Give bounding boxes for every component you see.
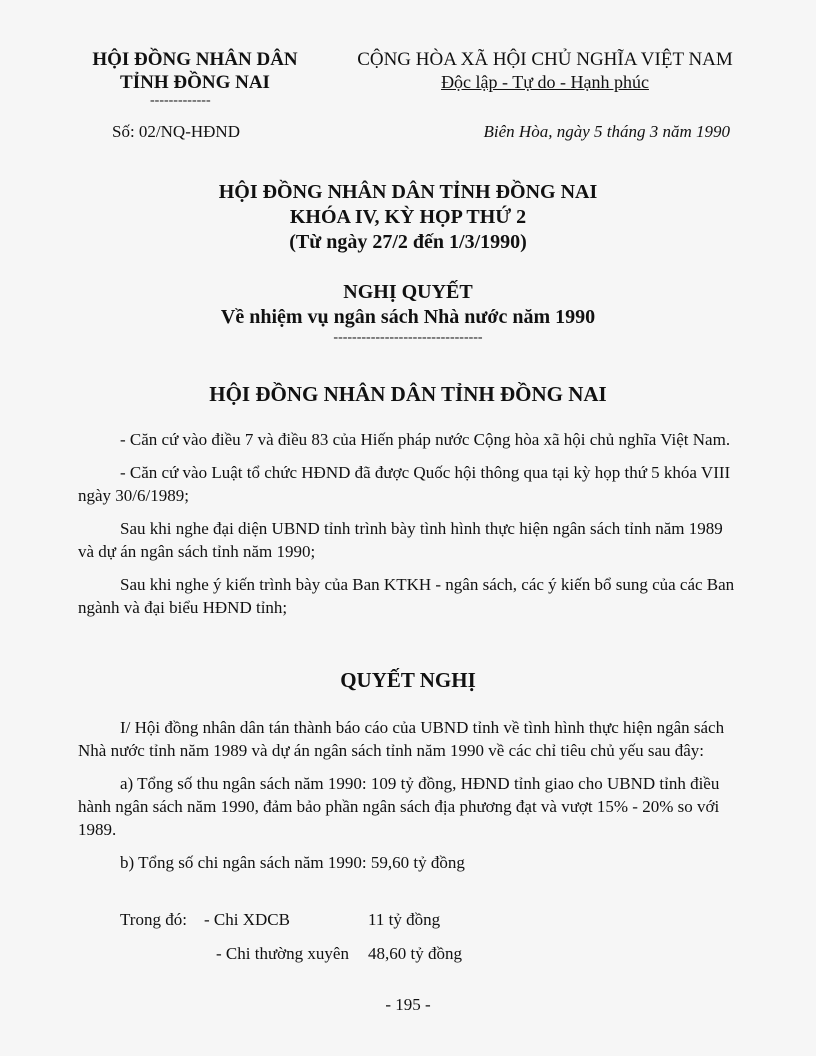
- issuing-body-line1: HỘI ĐỒNG NHÂN DÂN: [92, 49, 298, 70]
- breakdown-label: - Chi thường xuyên: [216, 944, 349, 963]
- breakdown-intro: Trong đó:: [120, 910, 187, 929]
- preamble-item: - Căn cứ vào điều 7 và điều 83 của Hiến pháp nước Cộng hòa xã hội chủ nghĩa Việt Nam.: [120, 430, 731, 449]
- council-session: [100, 180, 716, 255]
- decisions: [78, 716, 740, 874]
- breakdown-value: 11 tỷ đồng: [368, 910, 441, 929]
- issuing-body: [70, 48, 320, 94]
- country-name: CỘNG HÒA XÃ HỘI CHỦ NGHĨA VIỆT NAM: [357, 49, 733, 70]
- decision-item: a) Tổng số thu ngân sách năm 1990: 109 tỷ đồng, HĐND tỉnh giao cho UBND tỉnh điều hành ngân sách năm 1990, đảm bảo phần ngân sách địa phương đạt và vượt 15% - 20% so với 1989.: [78, 774, 720, 839]
- resolution-subtitle: Về nhiệm vụ ngân sách Nhà nước năm 1990: [220, 306, 596, 328]
- preamble-item: - Căn cứ vào Luật tổ chức HĐND đã được Quốc hội thông qua tại kỳ họp thứ 5 khóa VIII ngày 30/6/1989;: [78, 463, 731, 505]
- preamble-item: Sau khi nghe đại diện UBND tỉnh trình bày tình hình thực hiện ngân sách tỉnh năm 1989 và dự án ngân sách tỉnh năm 1990;: [78, 519, 723, 561]
- place-date: Biên Hòa, ngày 5 tháng 3 năm 1990: [483, 122, 730, 141]
- resolution-title: NGHỊ QUYẾT: [343, 281, 473, 303]
- document-number: Số: 02/NQ-HĐND: [112, 122, 240, 141]
- decision-item: b) Tổng số chi ngân sách năm 1990: 59,60 tỷ đồng: [120, 853, 465, 872]
- council-name: HỘI ĐỒNG NHÂN DÂN TỈNH ĐỒNG NAI: [218, 181, 598, 203]
- breakdown-value: 48,60 tỷ đồng: [368, 944, 462, 963]
- motto: Độc lập - Tự do - Hạnh phúc: [441, 72, 649, 92]
- resolution-title-block: [100, 280, 716, 330]
- council-dates: (Từ ngày 27/2 đến 1/3/1990): [289, 231, 527, 253]
- national-motto-block: [345, 48, 745, 94]
- decision-item: I/ Hội đồng nhân dân tán thành báo cáo của UBND tỉnh về tình hình thực hiện ngân sách Nhà nước tỉnh năm 1989 và dự án ngân sách tỉnh năm 1990 về các chỉ tiêu chủ yếu sau đây:: [78, 718, 725, 760]
- preamble-item: Sau khi nghe ý kiến trình bày của Ban KTKH - ngân sách, các ý kiến bổ sung của các Ban ngành và đại biểu HĐND tỉnh;: [78, 575, 735, 617]
- decision-heading: QUYẾT NGHỊ: [340, 668, 476, 692]
- issuing-body-rule: -------------: [150, 93, 211, 108]
- title-rule: --------------------------------: [333, 330, 483, 345]
- preamble: [78, 428, 740, 619]
- issuing-body-line2: TỈNH ĐỒNG NAI: [120, 72, 270, 93]
- breakdown-label: - Chi XDCB: [204, 910, 290, 929]
- council-heading: HỘI ĐỒNG NHÂN DÂN TỈNH ĐỒNG NAI: [209, 382, 607, 406]
- page-number: - 195 -: [385, 995, 431, 1014]
- council-term: KHÓA IV, KỲ HỌP THỨ 2: [289, 206, 527, 228]
